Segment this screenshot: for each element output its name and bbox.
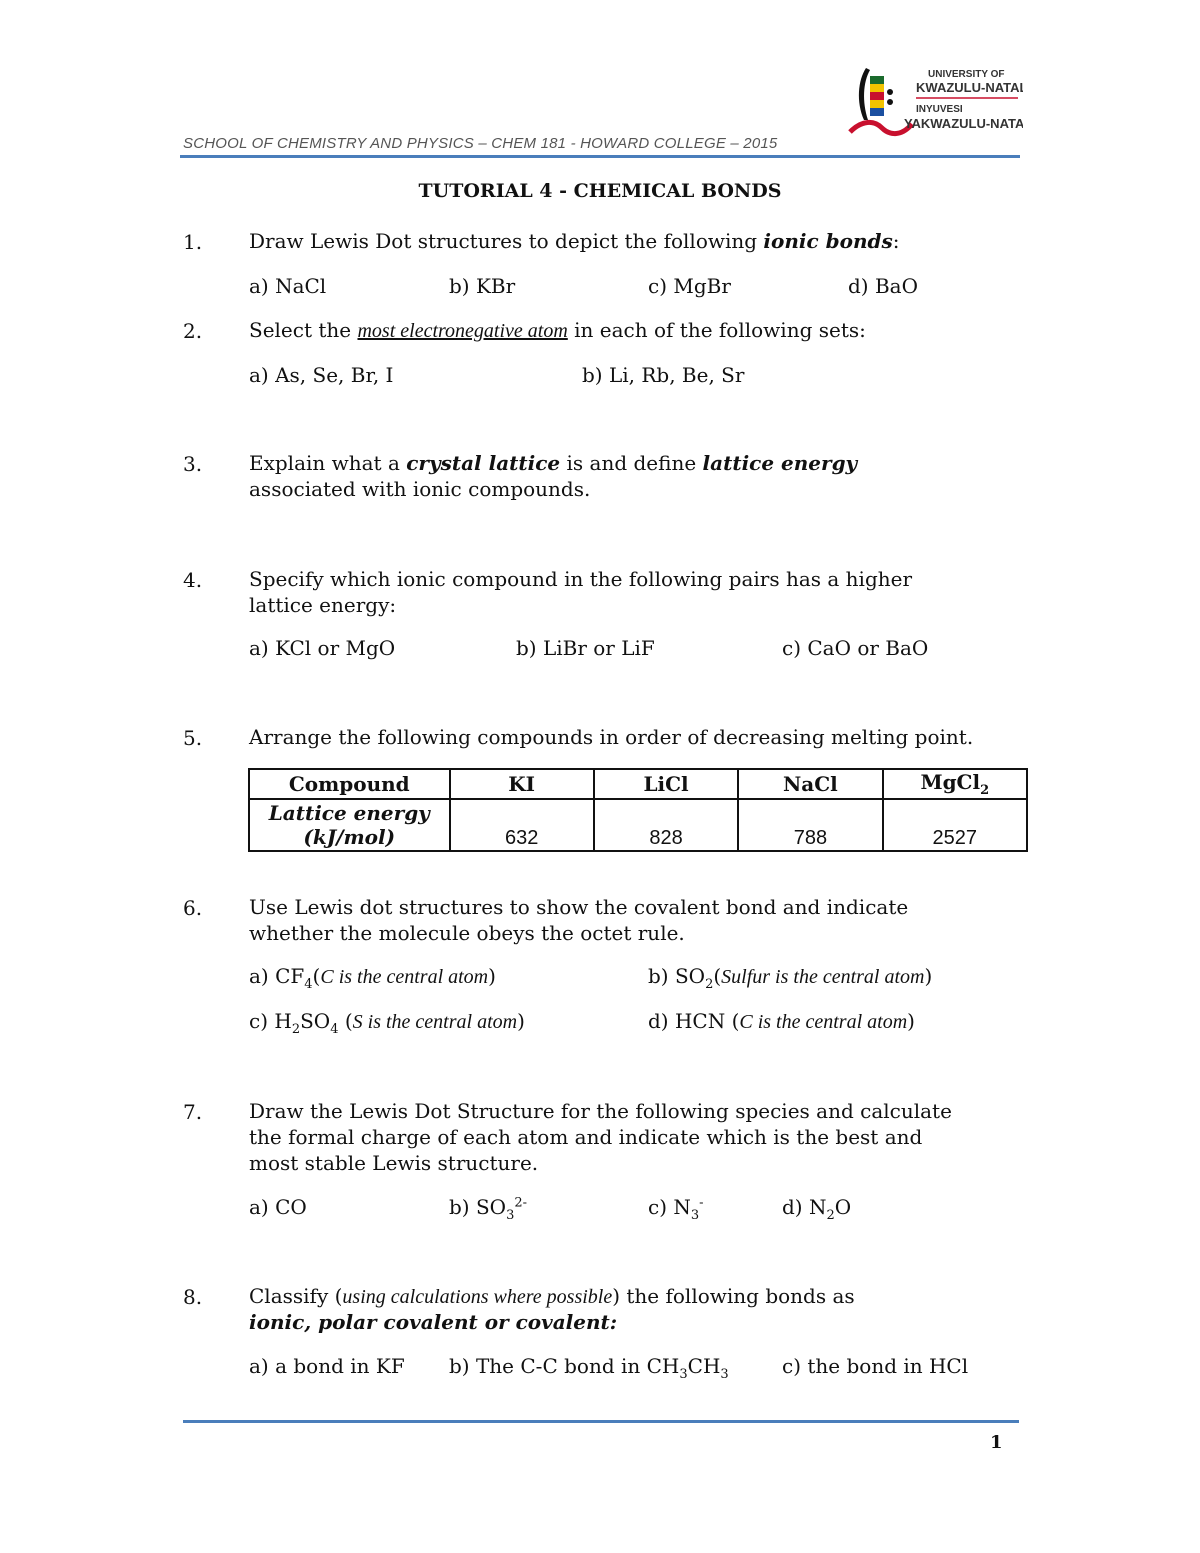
q1-text: Draw Lewis Dot structures to depict the following ionic bonds: — [249, 229, 900, 253]
q2-text: Select the most electronegative atom in each of the following sets: — [249, 318, 866, 342]
q4-option-b: b) LiBr or LiF — [516, 636, 655, 660]
q7-option-d: d) $N_2O$ — [782, 1195, 852, 1223]
page-number: 1 — [990, 1432, 1003, 1453]
header-rule — [180, 155, 1020, 158]
q7-text-line2: the formal charge of each atom and indicate which is the best and — [249, 1125, 923, 1149]
q2-option-b: b) Li, Rb, Be, Sr — [582, 363, 745, 387]
logo-line-1: UNIVERSITY OF — [928, 69, 1005, 80]
q4-text-line2: lattice energy: — [249, 593, 397, 617]
q1-option-d: d) BaO — [848, 274, 918, 298]
q1-number: 1. — [183, 230, 203, 254]
q4-option-c: c) CaO or BaO — [782, 636, 929, 660]
table-header-cell: KI — [450, 769, 594, 799]
table-header-row — [249, 769, 1027, 799]
table-header-cell: MgCl$_2$ — [883, 769, 1027, 799]
page-title: TUTORIAL 4 - CHEMICAL BONDS — [418, 180, 782, 202]
q7-option-c: c) $N_3^-$ — [648, 1195, 704, 1223]
q1-option-a: a) NaCl — [249, 274, 327, 298]
q6-option-a: a) $CF_4(C$ is the central atom) — [249, 964, 496, 992]
table-cell: 788 — [738, 799, 882, 851]
table-header-cell: Compound — [249, 769, 450, 799]
q3-text: Explain what a crystal lattice is and define lattice energy — [249, 451, 858, 475]
row-label: Lattice energy (kJ/mol) — [249, 799, 450, 851]
q4-text-line1: Specify which ionic compound in the following pairs has a higher — [249, 567, 913, 591]
q1-option-c: c) MgBr — [648, 274, 731, 298]
q3-number: 3. — [183, 452, 203, 476]
q7-number: 7. — [183, 1100, 203, 1124]
ukzn-crest-icon — [848, 62, 1023, 142]
table-header-cell: NaCl — [738, 769, 882, 799]
q5-text: Arrange the following compounds in order of decreasing melting point. — [249, 725, 974, 749]
table-cell: 632 — [450, 799, 594, 851]
q7-option-a: a) CO — [249, 1195, 307, 1219]
q8-option-b: b) The C-C bond in $CH_3CH_3$ — [449, 1354, 729, 1382]
q7-text-line3: most stable Lewis structure. — [249, 1151, 539, 1175]
q6-text-line1: Use Lewis dot structures to show the covalent bond and indicate — [249, 895, 909, 919]
q8-option-a: a) a bond in KF — [249, 1354, 405, 1378]
table-cell: 828 — [594, 799, 738, 851]
table-cell: 2527 — [883, 799, 1027, 851]
q8-number: 8. — [183, 1285, 203, 1309]
logo-line-2: KWAZULU-NATAL — [916, 80, 1023, 95]
q4-number: 4. — [183, 568, 203, 592]
q3-text-line2: associated with ionic compounds. — [249, 477, 591, 501]
table-header-cell: LiCl — [594, 769, 738, 799]
q6-option-d: d) HCN (C is the central atom) — [648, 1009, 915, 1033]
q4-option-a: a) KCl or MgO — [249, 636, 396, 660]
q1-option-b: b) KBr — [449, 274, 516, 298]
q6-option-b: b) $SO_2(Sulfur$ is the central atom) — [648, 964, 933, 992]
q6-number: 6. — [183, 896, 203, 920]
q2-option-a: a) As, Se, Br, I — [249, 363, 394, 387]
q5-number: 5. — [183, 726, 203, 750]
q7-option-b: b) $SO_3^{2-}$ — [449, 1195, 528, 1223]
q1-bold: ionic bonds — [763, 229, 893, 253]
q8-bold-line: ionic, polar covalent or covalent: — [249, 1310, 618, 1334]
logo-line-4: YAKWAZULU-NATALI — [904, 116, 1023, 131]
q7-text-line1: Draw the Lewis Dot Structure for the following species and calculate — [249, 1099, 952, 1123]
logo-line-3: INYUVESI — [916, 104, 963, 115]
table-row — [249, 799, 1027, 851]
footer-rule — [183, 1420, 1019, 1423]
lattice-energy-table — [248, 768, 1028, 852]
q6-text-line2: whether the molecule obeys the octet rule. — [249, 921, 685, 945]
q8-option-c: c) the bond in HCl — [782, 1354, 969, 1378]
university-logo — [848, 62, 1023, 142]
q6-option-c: c) $H_2SO_4$ (S is the central atom) — [249, 1009, 525, 1037]
school-header: SCHOOL OF CHEMISTRY AND PHYSICS – CHEM 181 - HOWARD COLLEGE – 2015 — [183, 135, 778, 152]
q2-underlined: most electronegative atom — [357, 320, 568, 342]
q8-text-line1: Classify (using calculations where possible) the following bonds as — [249, 1284, 855, 1308]
q2-number: 2. — [183, 319, 203, 343]
